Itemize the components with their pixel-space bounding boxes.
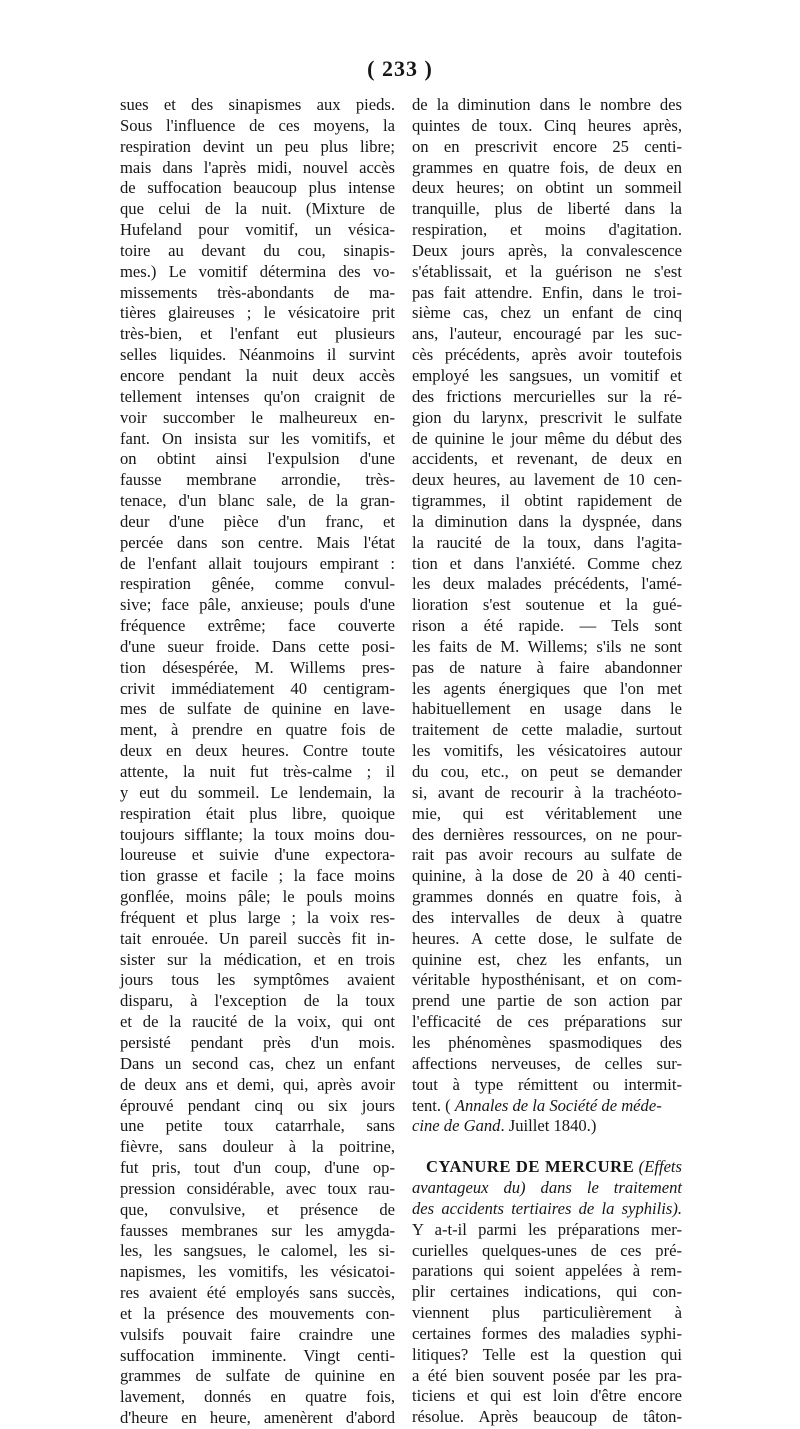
text-line: cès précédents, après avoir toutefois	[412, 345, 682, 365]
section-heading-line-1	[412, 1157, 682, 1178]
section-heading: CYANURE DE MERCURE	[426, 1157, 635, 1177]
text-line: la raucité de la toux, dans l'agita-	[412, 532, 682, 552]
text-line: des dernières ressources, on ne pour-	[412, 824, 682, 844]
text-line: fausse membrane arrondie, très-	[120, 470, 395, 490]
citation-prefix: tent. (	[412, 1095, 455, 1115]
citation-line-1	[412, 1096, 682, 1117]
text-line: d'une sueur froide. Dans cette posi-	[120, 636, 395, 656]
text-line: tranquille, plus de liberté dans la	[412, 199, 682, 219]
text-line: deux heures; on obtint un sommeil	[412, 178, 682, 198]
text-line: rait pas avoir recours au sulfate de	[412, 845, 682, 865]
text-line: et la présence des mouvements con-	[120, 1303, 395, 1323]
text-line: sues et des sinapismes aux pieds.	[120, 95, 395, 114]
text-line: ans, l'auteur, encouragé par les suc-	[412, 324, 682, 344]
text-line: des intervalles de deux à quatre	[412, 907, 682, 927]
text-line: fut pris, tout d'un coup, d'une op-	[120, 1158, 395, 1178]
text-line: Dans un second cas, chez un enfant	[120, 1053, 395, 1073]
text-line: sième cas, chez un enfant de cinq	[412, 303, 682, 323]
text-line: de deux ans et demi, qui, après avoir	[120, 1074, 395, 1094]
text-line: éprouvé pendant cinq ou six jours	[120, 1095, 395, 1115]
text-line: prend une partie de son action par	[412, 991, 682, 1011]
text-line: Y a-t-il parmi les préparations mer-	[412, 1219, 682, 1239]
text-line: Sous l'influence de ces moyens, la	[120, 115, 395, 135]
citation-date: . Juillet 1840.)	[500, 1116, 597, 1136]
text-line: les phénomènes spasmodiques des	[412, 1032, 682, 1052]
text-line: de suffocation beaucoup plus intense	[120, 178, 395, 198]
text-line: pression considérable, avec toux rau-	[120, 1178, 395, 1198]
text-line: que, convulsive, et présence de	[120, 1199, 395, 1219]
text-line: on obtint ainsi l'expulsion d'une	[120, 449, 395, 469]
text-line: les faits de M. Willems; s'ils ne sont	[412, 636, 682, 656]
text-line: fréquent et plus large ; la voix res-	[120, 907, 395, 927]
text-line: grammes de sulfate de quinine en	[120, 1366, 395, 1386]
text-line: de la diminution dans le nombre des	[412, 95, 682, 114]
text-line: respiration devint un peu plus libre;	[120, 136, 395, 156]
text-line: de l'enfant allait toujours empirant :	[120, 553, 395, 573]
text-line: les, les sangsues, le calomel, les si-	[120, 1241, 395, 1261]
text-line: traitement de cette maladie, surtout	[412, 720, 682, 740]
text-line: missements très-abondants de ma-	[120, 282, 395, 302]
text-line: percée dans son centre. Mais l'état	[120, 532, 395, 552]
text-line: du cou, etc., on peut se demander	[412, 762, 682, 781]
text-line: persisté pendant près d'un mois.	[120, 1032, 395, 1052]
text-line: rison a été rapide. — Tels sont	[412, 616, 682, 636]
text-line: deux heures, au lavement de 10 cen-	[412, 470, 682, 490]
citation-journal-cont: cine de Gand	[412, 1116, 501, 1136]
text-line: fièvre, sans douleur à la poitrine,	[120, 1137, 395, 1157]
text-line: vulsifs pouvait faire craindre une	[120, 1324, 395, 1344]
text-line: mes de sulfate de quinine en lave-	[120, 699, 395, 719]
text-line: y eut du sommeil. Le lendemain, la	[120, 782, 395, 802]
text-line: fréquence extrême; face couverte	[120, 616, 395, 636]
section-body	[412, 1220, 682, 1428]
text-line: que celui de la nuit. (Mixture de	[120, 199, 395, 219]
text-line: pas fait attendre. Enfin, dans le troi-	[412, 282, 682, 302]
text-line: encore pendant la nuit deux accès	[120, 365, 395, 385]
text-line: fant. On insista sur les vomitifs, et	[120, 428, 395, 448]
text-line: de quinine le jour même du début des	[412, 428, 682, 448]
text-line: grammes donnés en quatre fois, à	[412, 887, 682, 907]
text-line: s'établissait, et la guérison ne s'est	[412, 261, 682, 281]
text-line: napismes, les vomitifs, les vésicatoi-	[120, 1262, 395, 1282]
text-line: les vomitifs, les vésicatoires autour	[412, 741, 682, 761]
text-line: les agents énergiques que l'on met	[412, 678, 682, 698]
text-line: Hufeland pour vomitif, un vésica-	[120, 220, 395, 240]
text-line: une petite toux catarrhale, sans	[120, 1116, 395, 1136]
text-line: a été bien souvent posée par les pra-	[412, 1365, 682, 1385]
text-line: deur d'une pièce d'un franc, et	[120, 511, 395, 531]
text-line: si, avant de recourir à la trachéoto-	[412, 782, 682, 802]
section-heading-rest-1: (Effets	[634, 1157, 683, 1177]
text-line: selles liquides. Néanmoins il survint	[120, 345, 395, 365]
text-line: toire au devant du cou, sinapis-	[120, 240, 395, 260]
text-line: résolue. Après beaucoup de tâton-	[412, 1407, 682, 1427]
text-line: quintes de toux. Cinq heures après,	[412, 115, 682, 135]
text-line: deux en deux heures. Contre toute	[120, 741, 395, 761]
text-line: tait enrouée. Un pareil succès fit in-	[120, 928, 395, 948]
section-heading-line-2	[412, 1178, 682, 1199]
text-line: parations qui soient appelées à rem-	[412, 1261, 682, 1281]
text-line: ticiens et qui est loin d'être encore	[412, 1386, 682, 1406]
text-line: tion grasse et facile ; la face moins	[120, 866, 395, 886]
text-line: gion du larynx, prescrivit le sulfate	[412, 407, 682, 427]
section-heading-line-3	[412, 1199, 682, 1220]
text-line: heures. A cette dose, le sulfate de	[412, 928, 682, 948]
text-line: mais dans l'après midi, nouvel accès	[120, 157, 395, 177]
citation-line-2	[412, 1116, 682, 1137]
text-line: certaines formes des maladies syphi-	[412, 1323, 682, 1343]
text-line: accidents, et revenant, de deux en	[412, 449, 682, 469]
text-line: tigrammes, il obtint rapidement de	[412, 491, 682, 511]
text-line: tenace, d'un blanc sale, de la gran-	[120, 491, 395, 511]
right-column-text	[412, 95, 682, 1096]
text-line: affections nerveuses, de celles sur-	[412, 1053, 682, 1073]
text-line: des frictions mercurielles sur la ré-	[412, 386, 682, 406]
text-line: disparu, à l'exception de la toux	[120, 991, 395, 1011]
text-line: viennent plus particulièrement à	[412, 1303, 682, 1323]
text-line: Deux jours après, la convalescence	[412, 240, 682, 260]
text-line: on en prescrivit encore 25 centi-	[412, 136, 682, 156]
text-line: crivit immédiatement 40 centigram-	[120, 678, 395, 698]
text-line: d'heure en heure, amenèrent d'abord	[120, 1408, 395, 1428]
text-line: lavement, donnés en quatre fois,	[120, 1387, 395, 1407]
text-line: toujours sifflante; la toux moins dou-	[120, 824, 395, 844]
section-heading-rest-3: des accidents tertiaires de la syphilis).	[412, 1198, 682, 1218]
text-line: très-bien, et l'enfant eut plusieurs	[120, 324, 395, 344]
text-line: plir certaines indications, qui con-	[412, 1282, 682, 1302]
section-heading-rest-2: avantageux du) dans le traitement	[412, 1178, 682, 1198]
text-line: gonflée, moins pâle; le pouls moins	[120, 887, 395, 907]
text-line: curielles quelques-unes de ces pré-	[412, 1240, 682, 1260]
text-line: les deux malades précédents, l'amé-	[412, 574, 682, 594]
text-line: véritable hyposthénisant, et on com-	[412, 970, 682, 990]
text-line: litiques? Telle est la question qui	[412, 1344, 682, 1364]
left-column	[120, 95, 395, 1429]
text-line: tion et dans l'anxiété. Comme chez	[412, 553, 682, 573]
text-line: mie, qui est véritablement une	[412, 803, 682, 823]
text-line: loureuse et suivie d'une expectora-	[120, 845, 395, 865]
text-line: ment, à prendre en quatre fois de	[120, 720, 395, 740]
text-line: respiration gênée, comme convul-	[120, 574, 395, 594]
text-line: tières glaireuses ; le vésicatoire prit	[120, 303, 395, 323]
text-line: l'efficacité de ces préparations sur	[412, 1012, 682, 1032]
text-line: jours tous les symptômes avaient	[120, 970, 395, 990]
text-line: fausses membranes sur les amygda-	[120, 1220, 395, 1240]
text-line: pas de nature à faire abandonner	[412, 657, 682, 677]
text-line: sister sur la médication, et en trois	[120, 949, 395, 969]
page-number: ( 233 )	[367, 56, 433, 81]
section-gap	[412, 1137, 682, 1157]
text-line: tout à type rémittent ou intermit-	[412, 1074, 682, 1094]
text-line: res avaient été employés sans succès,	[120, 1283, 395, 1303]
text-line: respiration, et moins d'agitation.	[412, 220, 682, 240]
citation-journal: Annales de la Société de méde-	[454, 1095, 662, 1115]
text-line: quinine, à la dose de 20 à 40 centi-	[412, 866, 682, 886]
text-line: sive; face pâle, anxieuse; pouls d'une	[120, 595, 395, 615]
text-line: lioration s'est soutenue et la gué-	[412, 595, 682, 615]
text-line: mes.) Le vomitif détermina des vo-	[120, 261, 395, 281]
text-line: et de la raucité de la voix, qui ont	[120, 1012, 395, 1032]
text-line: grammes en quatre fois, de deux en	[412, 157, 682, 177]
text-line: voir succomber le malheureux en-	[120, 407, 395, 427]
text-line: habituellement en usage dans le	[412, 699, 682, 719]
text-line: respiration était plus libre, quoique	[120, 803, 395, 823]
text-line: employé les sangsues, un vomitif et	[412, 365, 682, 385]
text-line: attente, la nuit fut très-calme ; il	[120, 762, 395, 781]
text-line: la diminution dans la dyspnée, dans	[412, 511, 682, 531]
text-line: quinine est, chez les enfants, un	[412, 949, 682, 969]
text-line: suffocation imminente. Vingt centi-	[120, 1345, 395, 1365]
text-line: tion désespérée, M. Willems pres-	[120, 657, 395, 677]
right-column	[412, 95, 682, 1428]
text-line: tellement intenses qu'on craignit de	[120, 386, 395, 406]
